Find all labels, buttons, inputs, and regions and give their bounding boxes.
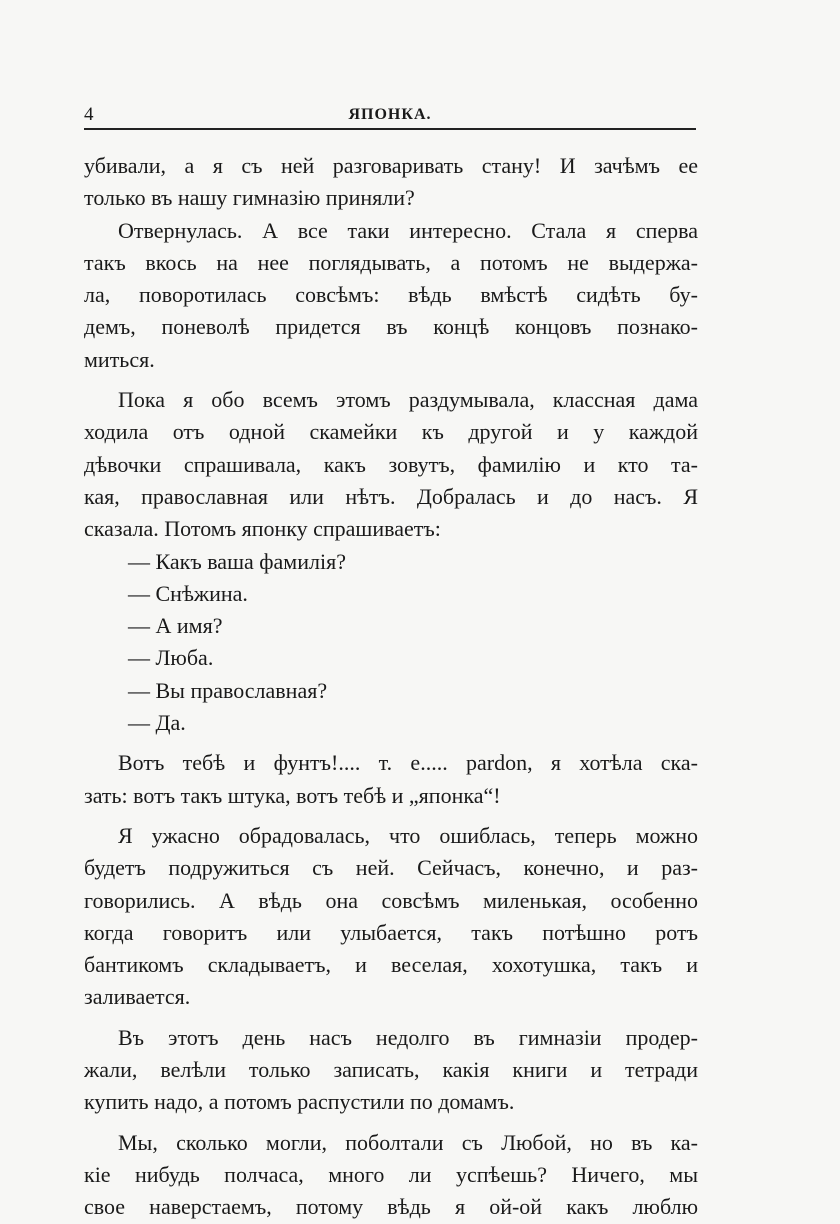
text-line: Вотъ тебѣ и фунтъ!.... т. е..... pardon, я хотѣла ска- xyxy=(118,750,698,776)
text-line: Отвернулась. А все таки интересно. Стала я сперва xyxy=(118,217,698,243)
text-line: убивали, а я съ ней разговаривать стану! И зачѣмъ ее xyxy=(84,153,698,178)
text-line: только въ нашу гимназію приняли? xyxy=(84,185,415,211)
dialog-line: — Да. xyxy=(128,710,186,736)
text-line: сказала. Потомъ японку спрашиваетъ: xyxy=(84,516,441,542)
dialog-line: — Люба. xyxy=(128,645,214,671)
text-line: кая, православная или нѣтъ. Добралась и до насъ. Я xyxy=(84,483,698,509)
text-line: жали, велѣли только записать, какія книги и тетради xyxy=(84,1057,698,1083)
text-line: когда говоритъ или улыбается, такъ потѣшно ротъ xyxy=(84,919,698,945)
text-line: ла, поворотилась совсѣмъ: вѣдь вмѣстѣ сидѣть бу- xyxy=(84,282,698,308)
text-line: бантикомъ складываетъ, и веселая, хохотушка, такъ и xyxy=(84,952,698,978)
text-line: свое наверстаемъ, потому вѣдь я ой-ой какъ люблю xyxy=(84,1194,698,1220)
text-line: ходила отъ одной скамейки къ другой и у каждой xyxy=(84,419,698,445)
page-header xyxy=(84,100,696,130)
text-line: будетъ подружиться съ ней. Сейчасъ, конечно, и раз- xyxy=(84,855,698,881)
text-line: зать: вотъ такъ штука, вотъ тебѣ и „японка“! xyxy=(84,782,501,808)
text-line: дѣвочки спрашивала, какъ зовутъ, фамилію и кто та- xyxy=(84,451,698,477)
text-line: Пока я обо всемъ этомъ раздумывала, классная дама xyxy=(118,387,698,413)
text-line: Въ этотъ день насъ недолго въ гимназіи продер- xyxy=(118,1024,698,1050)
text-line: миться. xyxy=(84,346,155,372)
text-line: Я ужасно обрадовалась, что ошиблась, теперь можно xyxy=(118,822,698,848)
body-text xyxy=(84,150,698,1224)
running-title: ЯПОНКА. xyxy=(348,106,432,123)
text-line: заливается. xyxy=(84,984,191,1010)
text-line: демъ, поневолѣ придется въ концѣ концовъ познако- xyxy=(84,314,698,340)
text-line: говорились. А вѣдь она совсѣмъ миленькая, особенно xyxy=(84,887,698,913)
dialog-line: — А имя? xyxy=(128,613,223,639)
dialog-line: — Снѣжина. xyxy=(128,580,248,606)
page-number: 4 xyxy=(84,104,94,125)
text-line: Мы, сколько могли, поболтали съ Любой, но въ ка- xyxy=(118,1129,698,1155)
dialog-line: — Вы православная? xyxy=(128,677,328,703)
text-line: купить надо, а потомъ распустили по домамъ. xyxy=(84,1089,515,1115)
text-line: кіе нибудь полчаса, много ли успѣешь? Ничего, мы xyxy=(84,1161,698,1187)
dialog-line: — Какъ ваша фамилія? xyxy=(128,548,346,574)
text-line: такъ вкось на нее поглядывать, а потомъ не выдержа- xyxy=(84,249,698,275)
